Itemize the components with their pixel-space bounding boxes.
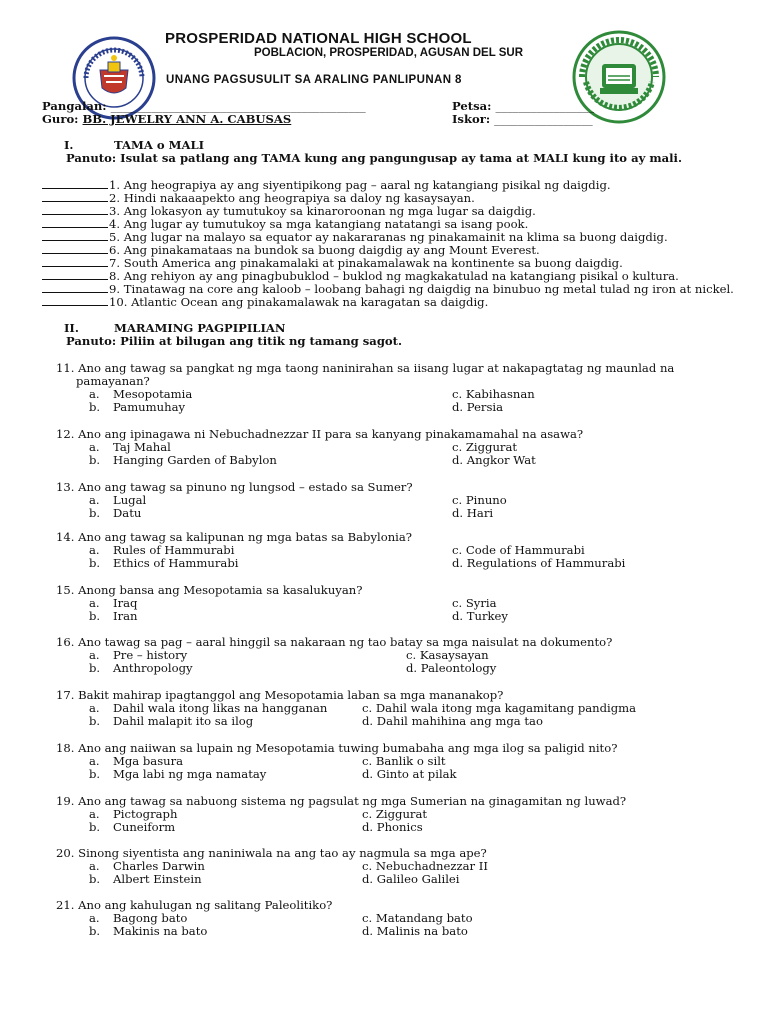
option-text: c. Pinuno <box>452 493 507 507</box>
option-text: Bagong bato <box>113 911 188 925</box>
answer-blank[interactable] <box>42 178 108 189</box>
option-text: Pictograph <box>113 807 178 821</box>
item-text: 8. Ang rehiyon ay ang pinagbubuklod – buklod ng magkakatulad na katangiang pisikal o kultura. <box>109 269 679 284</box>
option-text: d. Phonics <box>362 820 423 834</box>
iskor-field[interactable] <box>452 113 593 126</box>
part1-instruction: Panuto: Isulat sa patlang ang TAMA kung ang pangungusap ay tama at MALI kung ito ay mali. <box>66 151 682 165</box>
option-text: c. Kasaysayan <box>406 648 489 662</box>
school-name: PROSPERIDAD NATIONAL HIGH SCHOOL <box>165 30 472 47</box>
option-text: d. Turkey <box>452 609 508 623</box>
option-d[interactable] <box>452 454 536 467</box>
item-text: 2. Hindi nakaaapekto ang heograpiya sa daloy ng kasaysayan. <box>109 191 475 206</box>
option-letter: b. <box>89 714 101 728</box>
option-b[interactable] <box>89 454 277 467</box>
option-letter: b. <box>89 400 101 414</box>
option-text: d. Dahil mahihina ang mga tao <box>362 714 543 728</box>
answer-blank[interactable] <box>42 217 108 228</box>
item-text: 9. Tinatawag na core ang kaloob – loobang bahagi ng daigdig na binubuo ng metal tulad ng iron at nickel. <box>109 282 734 297</box>
option-d[interactable] <box>362 925 468 938</box>
answer-blank[interactable] <box>42 282 108 293</box>
question-stem: 20. Sinong siyentista ang naniniwala na ang tao ay nagmula sa mga ape? <box>56 846 487 860</box>
option-letter: b. <box>89 820 101 834</box>
item-text: 6. Ang pinakamataas na bundok sa buong daigdig ay ang Mount Everest. <box>109 243 540 258</box>
question-stem: 16. Ano tawag sa pag – aaral hinggil sa nakaraan ng tao batay sa mga naisulat na dokumento? <box>56 635 613 649</box>
answer-blank[interactable] <box>42 243 108 254</box>
option-b[interactable] <box>89 507 141 520</box>
option-text: d. Regulations of Hammurabi <box>452 556 626 570</box>
option-d[interactable] <box>452 610 508 623</box>
option-letter: a. <box>89 493 100 507</box>
option-text: Hanging Garden of Babylon <box>113 453 277 467</box>
answer-blank[interactable] <box>42 191 108 202</box>
option-text: Datu <box>113 506 142 520</box>
question-stem: 13. Ano ang tawag sa pinuno ng lungsod – estado sa Sumer? <box>56 480 413 494</box>
option-text: d. Malinis na bato <box>362 924 468 938</box>
option-letter: a. <box>89 440 100 454</box>
guro-label: Guro: <box>42 112 83 126</box>
option-text: d. Ginto at pilak <box>362 767 457 781</box>
exam-title: UNANG PAGSUSULIT SA ARALING PANLIPUNAN 8 <box>166 74 462 86</box>
question-stem-continued: pamayanan? <box>76 374 150 388</box>
option-text: c. Dahil wala itong mga kagamitang pandigma <box>362 701 637 715</box>
option-d[interactable] <box>452 507 493 520</box>
option-d[interactable] <box>452 557 625 570</box>
option-letter: a. <box>89 543 100 557</box>
option-d[interactable] <box>452 401 503 414</box>
option-letter: b. <box>89 556 101 570</box>
option-letter: b. <box>89 661 101 675</box>
option-text: Dahil malapit ito sa ilog <box>113 714 254 728</box>
question-stem: 11. Ano ang tawag sa pangkat ng mga taong naninirahan sa iisang lugar at nakapagtatag ng maunlad na <box>56 361 675 375</box>
part2-number: II. <box>64 321 79 335</box>
option-b[interactable] <box>89 557 238 570</box>
option-text: d. Angkor Wat <box>452 453 536 467</box>
option-text: Iran <box>113 609 138 623</box>
option-letter: b. <box>89 609 101 623</box>
option-b[interactable] <box>89 401 185 414</box>
option-text: Lugal <box>113 493 147 507</box>
option-text: Dahil wala itong likas na hangganan <box>113 701 328 715</box>
option-b[interactable] <box>89 821 175 834</box>
question-stem: 21. Ano ang kahulugan ng salitang Paleolitiko? <box>56 898 333 912</box>
item-text: 5. Ang lugar na malayo sa equator ay nakararanas ng pinakamainit na klima sa buong daigdig. <box>109 230 668 245</box>
option-text: c. Matandang bato <box>362 911 473 925</box>
option-letter: a. <box>89 911 100 925</box>
option-text: Rules of Hammurabi <box>113 543 235 557</box>
option-text: d. Galileo Galilei <box>362 872 460 886</box>
option-b[interactable] <box>89 768 266 781</box>
part2-instruction: Panuto: Piliin at bilugan ang titik ng tamang sagot. <box>66 334 403 348</box>
option-text: c. Ziggurat <box>452 440 518 454</box>
question-stem: 14. Ano ang tawag sa kalipunan ng mga batas sa Babylonia? <box>56 530 413 544</box>
iskor-line: _________________ <box>494 112 593 126</box>
option-letter: a. <box>89 859 100 873</box>
option-text: Ethics of Hammurabi <box>113 556 239 570</box>
pangalan-label: Pangalan: <box>42 99 111 113</box>
option-text: Pamumuhay <box>113 400 186 414</box>
option-text: c. Nebuchadnezzar II <box>362 859 488 873</box>
option-b[interactable] <box>89 873 202 886</box>
answer-blank[interactable] <box>42 295 108 306</box>
option-text: Charles Darwin <box>113 859 205 873</box>
answer-blank[interactable] <box>42 256 108 267</box>
option-b[interactable] <box>89 925 207 938</box>
option-b[interactable] <box>89 610 138 623</box>
item-text: 1. Ang heograpiya ay ang siyentipikong pag – aaral ng katangiang pisikal ng daigdig. <box>109 178 611 192</box>
petsa-label: Petsa: <box>452 99 496 113</box>
option-d[interactable] <box>362 715 543 728</box>
guro-value: BB. JEWELRY ANN A. CABUSAS <box>82 112 292 126</box>
question-stem: 19. Ano ang tawag sa nabuong sistema ng pagsulat ng mga Sumerian na ginagamitan ng luwad? <box>56 794 627 808</box>
guro-field <box>42 113 291 126</box>
answer-blank[interactable] <box>42 230 108 241</box>
option-text: Mga labi ng mga namatay <box>113 767 267 781</box>
option-text: c. Kabihasnan <box>452 387 535 401</box>
answer-blank[interactable] <box>42 269 108 280</box>
option-text: c. Syria <box>452 596 497 610</box>
option-text: c. Banlik o silt <box>362 754 446 768</box>
option-text: d. Paleontology <box>406 661 497 675</box>
option-letter: b. <box>89 453 101 467</box>
option-text: Makinis na bato <box>113 924 208 938</box>
option-b[interactable] <box>89 662 193 675</box>
option-text: c. Ziggurat <box>362 807 428 821</box>
option-text: Mga basura <box>113 754 184 768</box>
option-letter: b. <box>89 924 101 938</box>
option-text: c. Code of Hammurabi <box>452 543 585 557</box>
iskor-label: Iskor: <box>452 112 495 126</box>
part2-title: MARAMING PAGPIPILIAN <box>114 321 286 335</box>
true-false-item[interactable] <box>42 230 668 244</box>
option-d[interactable] <box>362 821 423 834</box>
option-letter: b. <box>89 872 101 886</box>
option-text: Taj Mahal <box>113 440 171 454</box>
item-text: 7. South America ang pinakamalaki at pinakamalawak na kontinente sa buong daigdig. <box>109 256 623 271</box>
question-stem: 17. Bakit mahirap ipagtanggol ang Mesopotamia laban sa mga mananakop? <box>56 688 504 702</box>
question-stem: 18. Ano ang naiiwan sa lupain ng Mesopotamia tuwing bumabaha ang mga ilog sa paligid nito? <box>56 741 618 755</box>
option-text: Iraq <box>113 596 138 610</box>
part1-number: I. <box>64 138 74 152</box>
option-letter: a. <box>89 807 100 821</box>
option-letter: b. <box>89 767 101 781</box>
option-text: Mesopotamia <box>113 387 193 401</box>
option-letter: a. <box>89 387 100 401</box>
question-stem: 15. Anong bansa ang Mesopotamia sa kasalukuyan? <box>56 583 363 597</box>
option-b[interactable] <box>89 715 253 728</box>
option-text: Albert Einstein <box>113 872 202 886</box>
school-address: POBLACION, PROSPERIDAD, AGUSAN DEL SUR <box>254 47 523 59</box>
option-text: Anthropology <box>113 661 193 675</box>
option-d[interactable] <box>362 873 459 886</box>
option-letter: a. <box>89 701 100 715</box>
item-text: 10. Atlantic Ocean ang pinakamalawak na karagatan sa daigdig. <box>109 295 489 310</box>
true-false-item[interactable] <box>42 295 488 309</box>
option-text: d. Hari <box>452 506 494 520</box>
option-letter: a. <box>89 648 100 662</box>
option-letter: a. <box>89 596 100 610</box>
answer-blank[interactable] <box>42 204 108 215</box>
item-text: 4. Ang lugar ay tumutukoy sa mga katangiang natatangi sa isang pook. <box>109 217 529 232</box>
part1-title: TAMA o MALI <box>114 138 205 152</box>
option-letter: a. <box>89 754 100 768</box>
item-text: 3. Ang lokasyon ay tumutukoy sa kinaroroonan ng mga lugar sa daigdig. <box>109 204 536 219</box>
option-d[interactable] <box>362 768 457 781</box>
question-stem: 12. Ano ang ipinagawa ni Nebuchadnezzar II para sa kanyang pinakamamahal na asawa? <box>56 427 584 441</box>
option-letter: b. <box>89 506 101 520</box>
option-d[interactable] <box>406 662 496 675</box>
option-text: d. Persia <box>452 400 504 414</box>
petsa-line: _________________ <box>495 99 595 113</box>
option-text: Pre – history <box>113 648 188 662</box>
option-text: Cuneiform <box>113 820 176 834</box>
pangalan-line: ____________________________________________ <box>110 99 366 113</box>
